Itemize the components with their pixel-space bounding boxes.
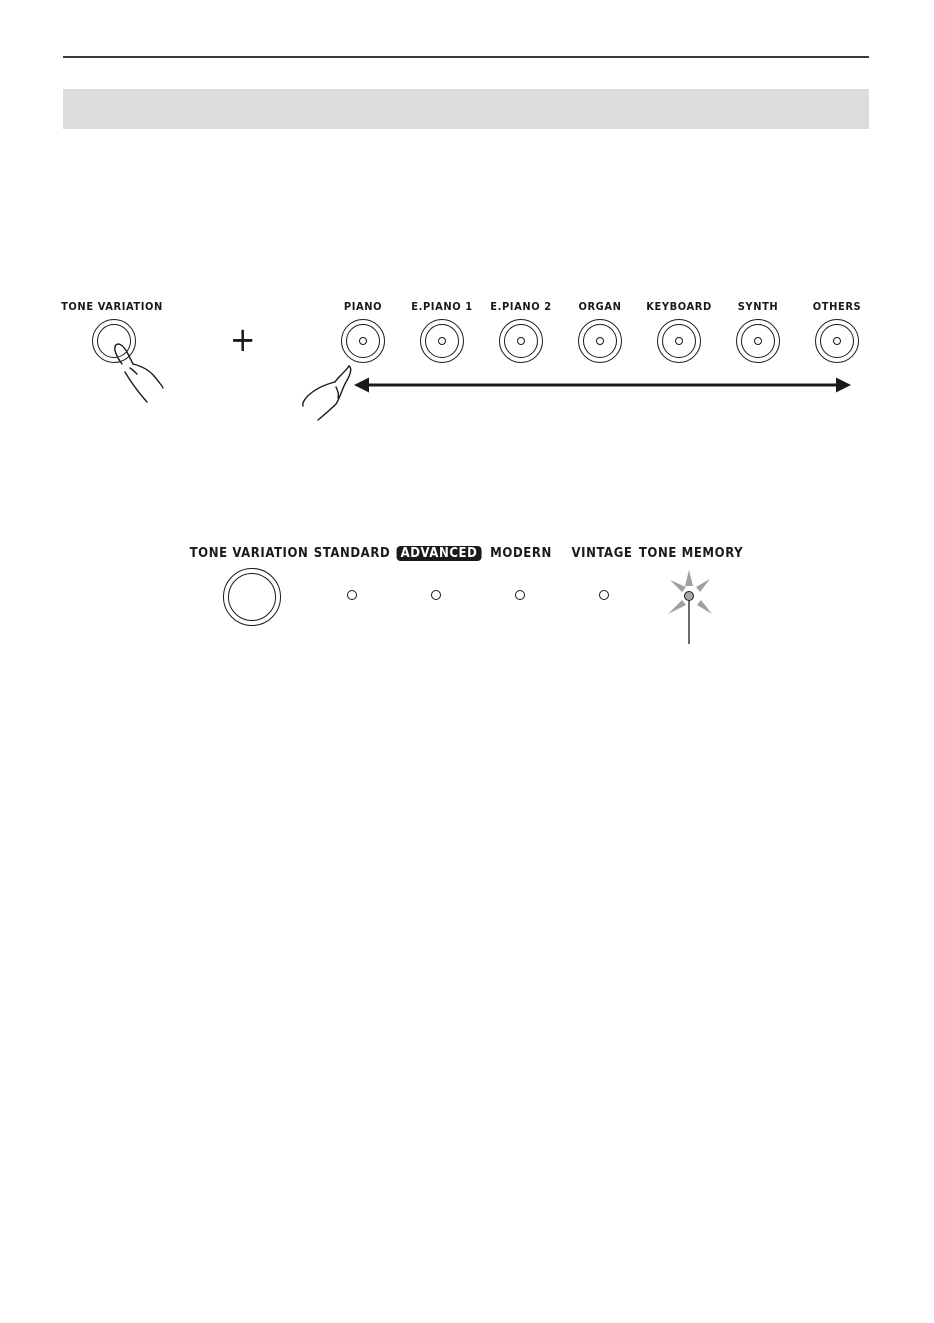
category-label-piano: PIANO bbox=[343, 300, 383, 313]
plus-sign: + bbox=[229, 320, 257, 360]
led-dot-icon bbox=[517, 337, 525, 345]
tone-variation-label-bottom: TONE VARIATION bbox=[189, 546, 309, 561]
tone-variation-label-top: TONE VARIATION bbox=[61, 300, 163, 313]
led-dot-icon bbox=[596, 337, 604, 345]
finger-pressing-icon bbox=[303, 366, 351, 420]
led-dot-icon bbox=[833, 337, 841, 345]
indicator-label-modern: MODERN bbox=[490, 546, 552, 561]
indicator-lamp-tone-memory bbox=[684, 591, 694, 601]
category-label-e-piano-1: E.PIANO 1 bbox=[411, 300, 473, 313]
category-label-synth: SYNTH bbox=[737, 300, 779, 313]
indicator-label-standard: STANDARD bbox=[313, 546, 391, 561]
led-dot-icon bbox=[754, 337, 762, 345]
indicator-label-vintage: VINTAGE bbox=[571, 546, 633, 561]
finger-pressing-icon bbox=[115, 344, 163, 402]
category-label-others: OTHERS bbox=[812, 300, 862, 313]
category-label-e-piano-2: E.PIANO 2 bbox=[490, 300, 552, 313]
category-label-organ: ORGAN bbox=[578, 300, 622, 313]
led-dot-icon bbox=[675, 337, 683, 345]
led-dot-icon bbox=[359, 337, 367, 345]
led-dot-icon bbox=[438, 337, 446, 345]
advanced-highlight: ADVANCED bbox=[397, 546, 482, 561]
category-label-keyboard: KEYBOARD bbox=[646, 300, 712, 313]
indicator-label-tone-memory: TONE MEMORY bbox=[638, 546, 744, 561]
